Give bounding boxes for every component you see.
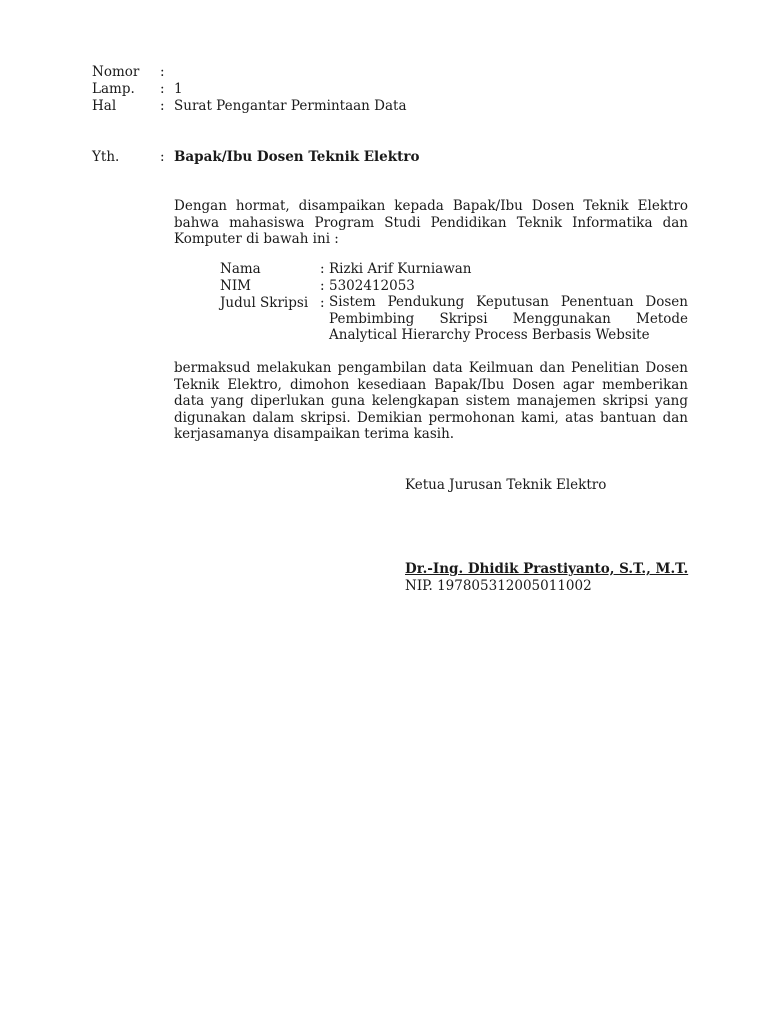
hal-colon: : (160, 98, 165, 114)
body-paragraph: bermaksud melakukan pengambilan data Keilmuan dan Penelitian Dosen Teknik Elektro, dimohon kesediaan Bapak/Ibu Dosen agar memberikan data yang diperlukan guna kelengkapan sistem manajemen skripsi yang digunakan dalam skripsi. Demikian permohonan kami, atas bantuan dan kerjasamanya disampaikan terima kasih. (174, 360, 688, 443)
recipient-colon: : (160, 149, 165, 165)
signature-nip: NIP. 197805312005011002 (405, 578, 592, 594)
nama-label: Nama (220, 261, 261, 277)
lamp-label: Lamp. (92, 81, 135, 97)
nama-value: Rizki Arif Kurniawan (329, 261, 472, 277)
lamp-colon: : (160, 81, 165, 97)
recipient-value: Bapak/Ibu Dosen Teknik Elektro (174, 149, 420, 165)
intro-paragraph: Dengan hormat, disampaikan kepada Bapak/Ibu Dosen Teknik Elektro bahwa mahasiswa Program Studi Pendidikan Teknik Informatika dan Komputer di bawah ini : (174, 198, 688, 248)
hal-value: Surat Pengantar Permintaan Data (174, 98, 407, 114)
judul-label: Judul Skripsi (220, 295, 309, 311)
nim-label: NIM (220, 278, 251, 294)
hal-label: Hal (92, 98, 117, 114)
nama-colon: : (320, 261, 325, 277)
signature-name: Dr.-Ing. Dhidik Prastiyanto, S.T., M.T. (405, 561, 689, 577)
signature-position: Ketua Jurusan Teknik Elektro (405, 477, 607, 493)
nomor-colon: : (160, 64, 165, 80)
recipient-label: Yth. (92, 149, 120, 165)
judul-value: Sistem Pendukung Keputusan Penentuan Dosen Pembimbing Skripsi Menggunakan Metode Analytical Hierarchy Process Berbasis Website (329, 294, 688, 344)
nomor-label: Nomor (92, 64, 140, 80)
nim-value: 5302412053 (329, 278, 415, 294)
nim-colon: : (320, 278, 325, 294)
lamp-value: 1 (174, 81, 183, 97)
judul-colon: : (320, 295, 325, 311)
